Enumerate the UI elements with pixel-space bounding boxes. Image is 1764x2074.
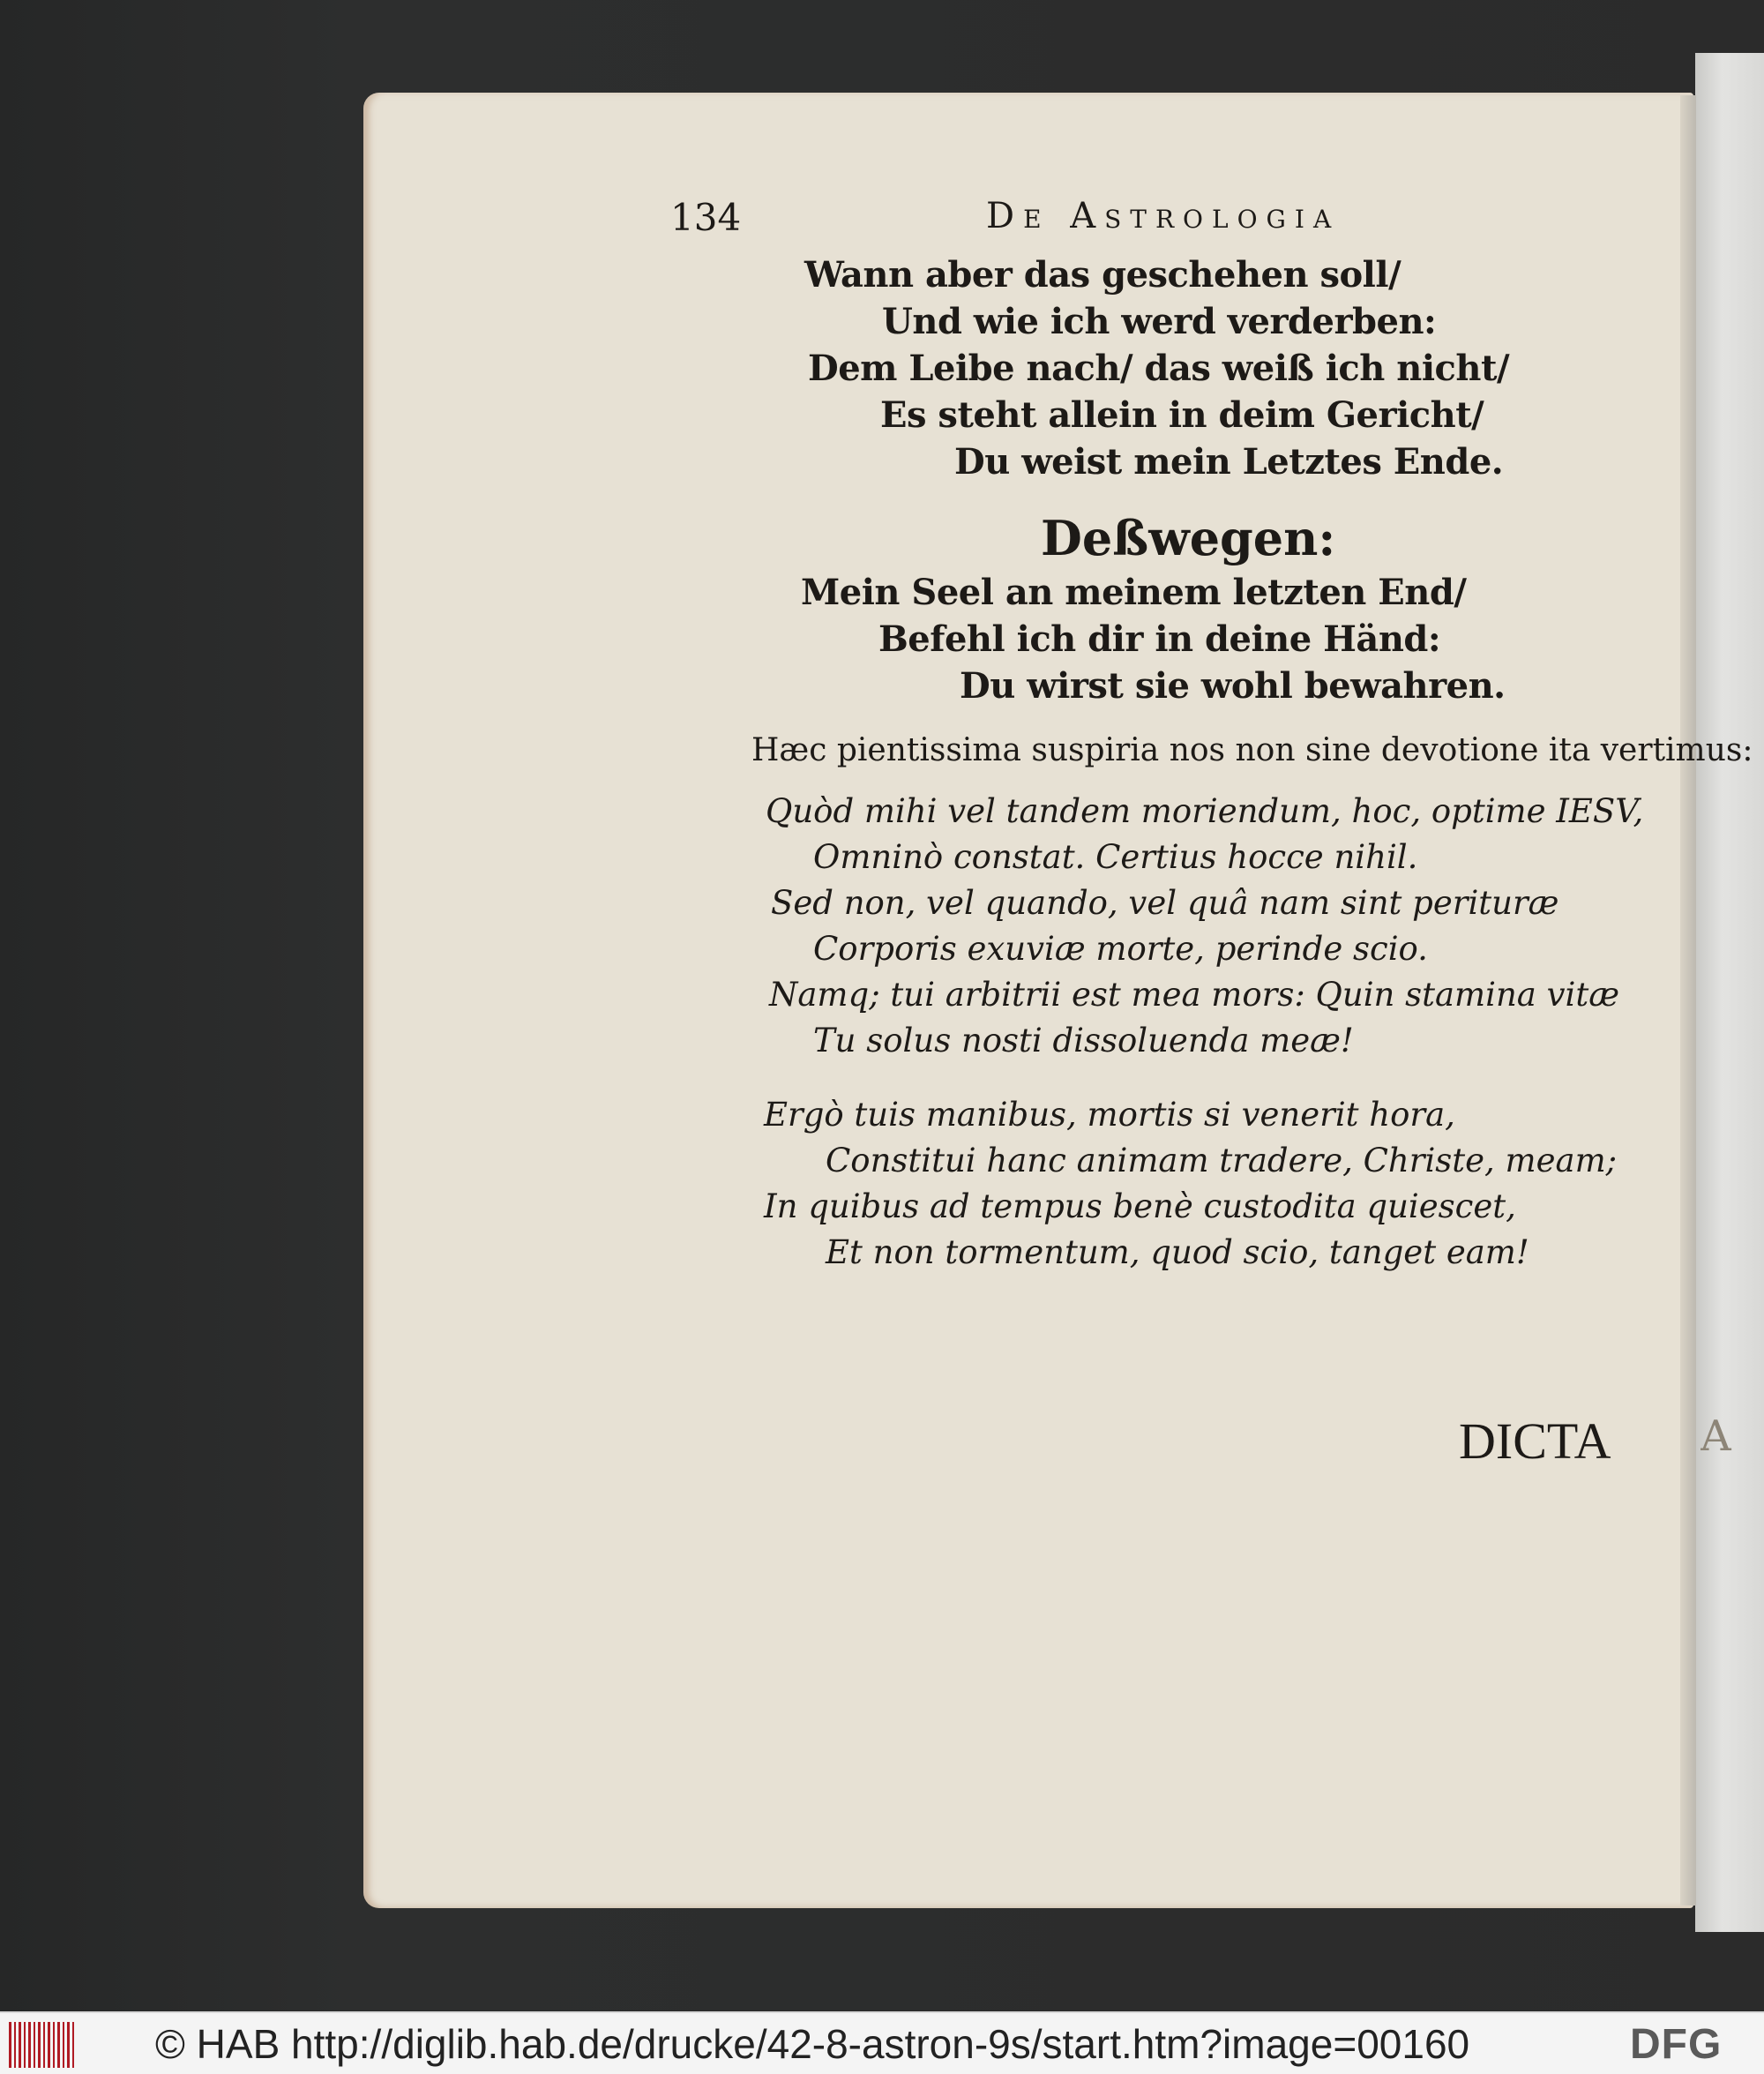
hymn-line: Du wirst sie wohl bewahren. [960, 665, 1506, 707]
latin-verse-line: Ergò tuis manibus, mortis si venerit hora, [764, 1096, 1455, 1134]
hymn-line: Dem Leibe nach/ das weiß ich nicht/ [808, 348, 1510, 389]
latin-verse-line: Tu solus nosti dissoluenda meæ! [813, 1022, 1354, 1059]
hymn-line: Und wie ich werd verderben: [882, 301, 1437, 342]
latin-verse-line: Sed non, vel quando, vel quâ nam sint perituræ [771, 884, 1559, 922]
intro-line: Hæc pientissima suspiria nos non sine devotione ita vertimus: [751, 732, 1753, 768]
facing-page-text-fragment: A [1700, 1411, 1731, 1461]
viewer-footer [0, 2011, 1764, 2074]
latin-verse-line: Omninò constat. Certius hocce nihil. [813, 838, 1418, 876]
barcode-logo-icon [9, 2022, 74, 2068]
facing-page-edge [1695, 53, 1764, 1932]
hymn-line: Mein Seel an meinem letzten End/ [801, 572, 1467, 613]
hymn-line: Es steht allein in deim Gericht/ [880, 394, 1484, 436]
running-head: De Astrologia [986, 196, 1341, 236]
latin-verse-line: In quibus ad tempus benè custodita quiescet, [764, 1187, 1516, 1225]
catchword: DICTA [1459, 1412, 1611, 1470]
latin-verse-line: Quòd mihi vel tandem moriendum, hoc, optime IESV, [766, 792, 1644, 830]
latin-verse-line: Et non tormentum, quod scio, tanget eam! [826, 1233, 1529, 1271]
hymn-line: Befehl ich dir in deine Händ: [878, 618, 1441, 660]
latin-verse-line: Constitui hanc animam tradere, Christe, meam; [826, 1142, 1618, 1179]
page-number: 134 [670, 196, 742, 239]
section-heading: Deßwegen: [1041, 510, 1336, 566]
page-gutter [1680, 95, 1696, 1906]
hymn-line: Wann aber das geschehen soll/ [804, 254, 1401, 296]
latin-verse-line: Namq; tui arbitrii est mea mors: Quin stamina vitæ [769, 976, 1620, 1014]
latin-verse-line: Corporis exuviæ morte, perinde scio. [813, 930, 1428, 968]
dfg-logo: DFG [1630, 2021, 1723, 2068]
copyright-url[interactable]: © HAB http://diglib.hab.de/drucke/42-8-astron-9s/start.htm?image=00160 [155, 2021, 1470, 2067]
hymn-line: Du weist mein Letztes Ende. [954, 441, 1504, 483]
